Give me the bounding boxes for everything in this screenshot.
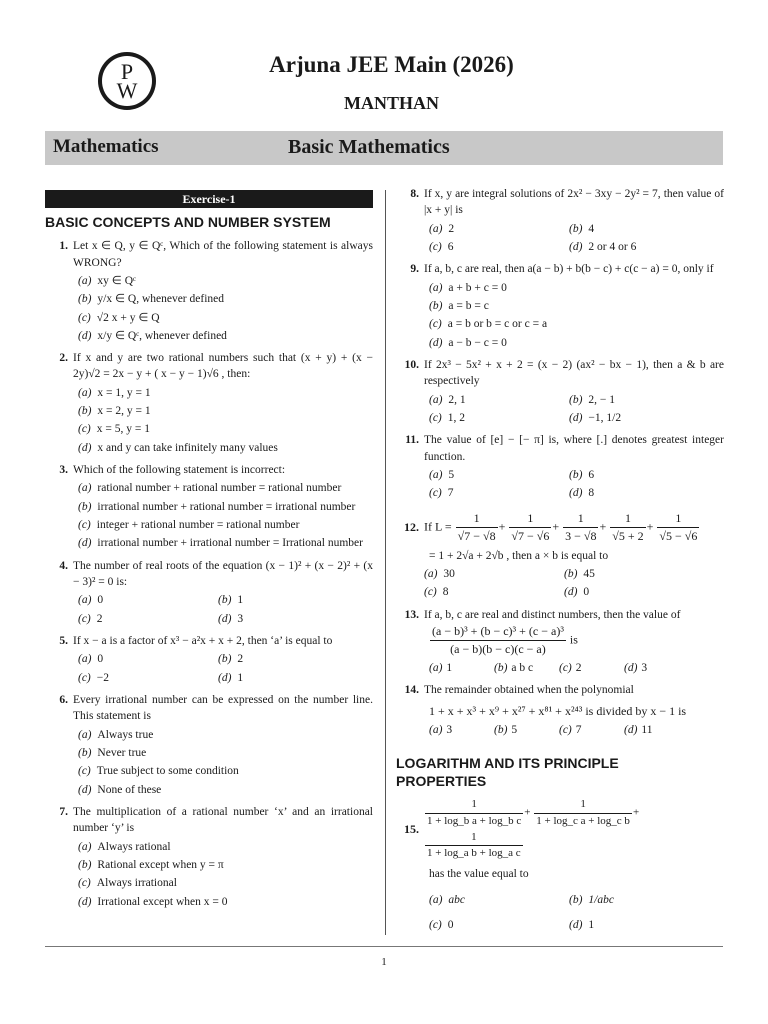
option: (c) integer + rational number = rational number: [78, 519, 300, 532]
option: (b) 6: [569, 468, 595, 481]
fraction-expression: $\frac{\text{(a − b)³ + (b − c)³ + (c − a)³}}{(a - b)(b - c)(c - a)}$ is: [396, 623, 724, 658]
option: (d) 1: [569, 918, 595, 931]
option: (d) 3: [624, 662, 648, 675]
column-divider: [385, 190, 386, 935]
option: (b) 5: [494, 723, 518, 736]
question: 1. Let x ∈ Q, y ∈ Qᶜ, Which of the following statement is always WRONG?: [59, 240, 373, 269]
option: (a) 30: [424, 567, 455, 580]
page-number: 1: [381, 956, 387, 968]
option: (c) x = 5, y = 1: [78, 423, 150, 436]
option: (c) True subject to some condition: [78, 765, 239, 778]
option-grid: [396, 722, 724, 738]
option: (b) irrational number + rational number = irrational number: [78, 500, 356, 513]
option: (d) irrational number + irrational number = Irrational number: [78, 537, 363, 550]
question: 10. If 2x³ − 5x² + x + 2 = (x − 2) (ax² − bx − 1), then a & b are respectively: [404, 358, 724, 388]
question: 5. If x − a is a factor of x³ − a²x + x + 2, then ‘a’ is equal to: [59, 635, 333, 648]
option-grid: [396, 221, 724, 256]
option: (d) x/y ∈ Qᶜ, whenever defined: [78, 329, 227, 342]
option: (b) a = b = c: [429, 299, 489, 312]
question: 6. Every irrational number can be expressed on the number line. This statement is: [59, 694, 373, 723]
question: 7. The multiplication of a rational number ‘x’ and an irrational number ‘y’ is: [59, 806, 373, 835]
option-grid: [396, 892, 724, 933]
question: 8. If x, y are integral solutions of 2x² − 3xy − 2y² = 7, then value of |x + y| is: [410, 188, 724, 217]
option: (b) 45: [564, 567, 595, 580]
option: (c) Always irrational: [78, 877, 177, 890]
option: (c) 2: [559, 662, 582, 675]
option-grid: [45, 592, 373, 627]
equation-line: 1 + x + x³ + x⁹ + x²⁷ + x⁸¹ + x²⁴³ is divided by x − 1 is: [429, 703, 687, 718]
page-title: Arjuna JEE Main (2026): [269, 52, 514, 77]
page-subtitle: MANTHAN: [344, 93, 439, 113]
option-grid: [396, 467, 724, 502]
option: (b) 2: [218, 653, 244, 666]
option: (c) a = b or b = c or c = a: [429, 318, 548, 331]
option: (d) 11: [624, 723, 653, 736]
option: (b) x = 2, y = 1: [78, 405, 151, 418]
option: (a) Always true: [78, 728, 154, 741]
option: (a) 0: [78, 653, 104, 666]
topic-label: Basic Mathematics: [288, 136, 450, 158]
option: (c) 8: [424, 586, 449, 599]
option: (a) x = 1, y = 1: [78, 386, 151, 399]
option: (a) 2: [429, 222, 455, 235]
option: (b) 2, − 1: [569, 393, 616, 406]
option: (a) Always rational: [78, 840, 171, 853]
question: 2. If x and y are two rational numbers such that (x + y) + (x − 2y)√2 = 2x − y + ( x − y − 1)√6 , then:: [59, 352, 373, 381]
subject-band: [45, 131, 723, 165]
option: (c) 1, 2: [429, 411, 466, 424]
option: (b) 4: [569, 222, 595, 235]
question: 13. If a, b, c are real and distinct numbers, then the value of: [404, 608, 681, 621]
option-grid: [396, 392, 724, 427]
option: (c) 7: [429, 487, 454, 500]
option: (a) xy ∈ Qᶜ: [78, 274, 136, 287]
option: (c) √2 x + y ∈ Q: [78, 311, 160, 324]
option: (c) 7: [559, 723, 582, 736]
option: (d) a − b − c = 0: [429, 336, 507, 349]
option: (a) abc: [429, 894, 466, 907]
option: (d) 8: [569, 487, 595, 500]
option: (a) rational number + rational number = rational number: [78, 482, 342, 495]
equation-line: = 1 + 2√a + 2√b , then a × b is equal to: [429, 549, 609, 562]
option: (c) 0: [429, 918, 454, 931]
svg-text:W: W: [116, 78, 138, 103]
subject-label: Mathematics: [53, 136, 159, 157]
question: 9. If a, b, c are real, then a(a − b) + b(b − c) + c(c − a) = 0, only if: [410, 263, 714, 276]
option: (a) a + b + c = 0: [429, 281, 507, 294]
right-column: [396, 186, 724, 933]
option: (a) 2, 1: [429, 393, 466, 406]
option: (d) x and y can take infinitely many values: [78, 441, 278, 454]
option: (d) −1, 1/2: [569, 411, 622, 424]
section-heading: BASIC CONCEPTS AND NUMBER SYSTEM: [45, 214, 331, 230]
option: (a) 5: [429, 468, 455, 481]
option: (b) Never true: [78, 747, 147, 760]
question: 14. The remainder obtained when the polynomial: [404, 684, 634, 697]
option: (b) y/x ∈ Q, whenever defined: [78, 293, 224, 306]
option: (a) 3: [429, 723, 453, 736]
option-grid: [45, 651, 373, 686]
left-column: [45, 190, 373, 910]
option-grid: [396, 566, 724, 601]
option: (c) 2: [78, 612, 103, 625]
exercise-heading: Exercise-1: [45, 190, 373, 208]
footer-rule: [45, 946, 723, 947]
question: 15. $\frac{1}{\text{1 + log\_b a + log\_b c}}$ + $\frac{1}{\text{1 + log\_c a + log\_c b}}$ + $\frac{1}{\text{1 + log\_a b + log\_a c}}$: [396, 797, 724, 861]
question: 4. The number of real roots of the equation (x − 1)² + (x − 2)² + (x − 3)² = 0 is:: [59, 559, 373, 589]
option: (a) 0: [78, 594, 104, 607]
question: 3. Which of the following statement is incorrect:: [59, 464, 286, 477]
option: (d) 3: [218, 612, 244, 625]
option: (b) 1: [218, 594, 244, 607]
question: 11. The value of [e] − [− π] is, where [.] denotes greatest integer function.: [405, 434, 724, 463]
svg-text:P: P: [120, 59, 134, 84]
question: 12. If L = $\frac{1}{√7 - √8}$ + $\frac{1}{√7 - √6}$ + $\frac{1}{3 - √8}$ + $\frac{1}{√5 + 2}$ + $\frac{1}{√5 - √6}$: [396, 510, 724, 545]
option: (d) Irrational except when x = 0: [78, 895, 228, 908]
option: (c) 6: [429, 240, 454, 253]
option: (d) 1: [218, 671, 244, 684]
option-grid: [396, 660, 724, 676]
option: (b) a b c: [494, 662, 534, 675]
option: (d) 0: [564, 586, 590, 599]
question-text: has the value equal to: [429, 867, 529, 880]
option: (b) 1/abc: [569, 894, 614, 907]
option: (d) 2 or 4 or 6: [569, 240, 637, 253]
option: (b) Rational except when y = π: [78, 859, 224, 872]
option: (d) None of these: [78, 783, 162, 796]
section-heading: LOGARITHM AND ITS PRINCIPLE PROPERTIES: [396, 755, 619, 790]
option: (c) −2: [78, 671, 110, 684]
option: (a) 1: [429, 662, 453, 675]
